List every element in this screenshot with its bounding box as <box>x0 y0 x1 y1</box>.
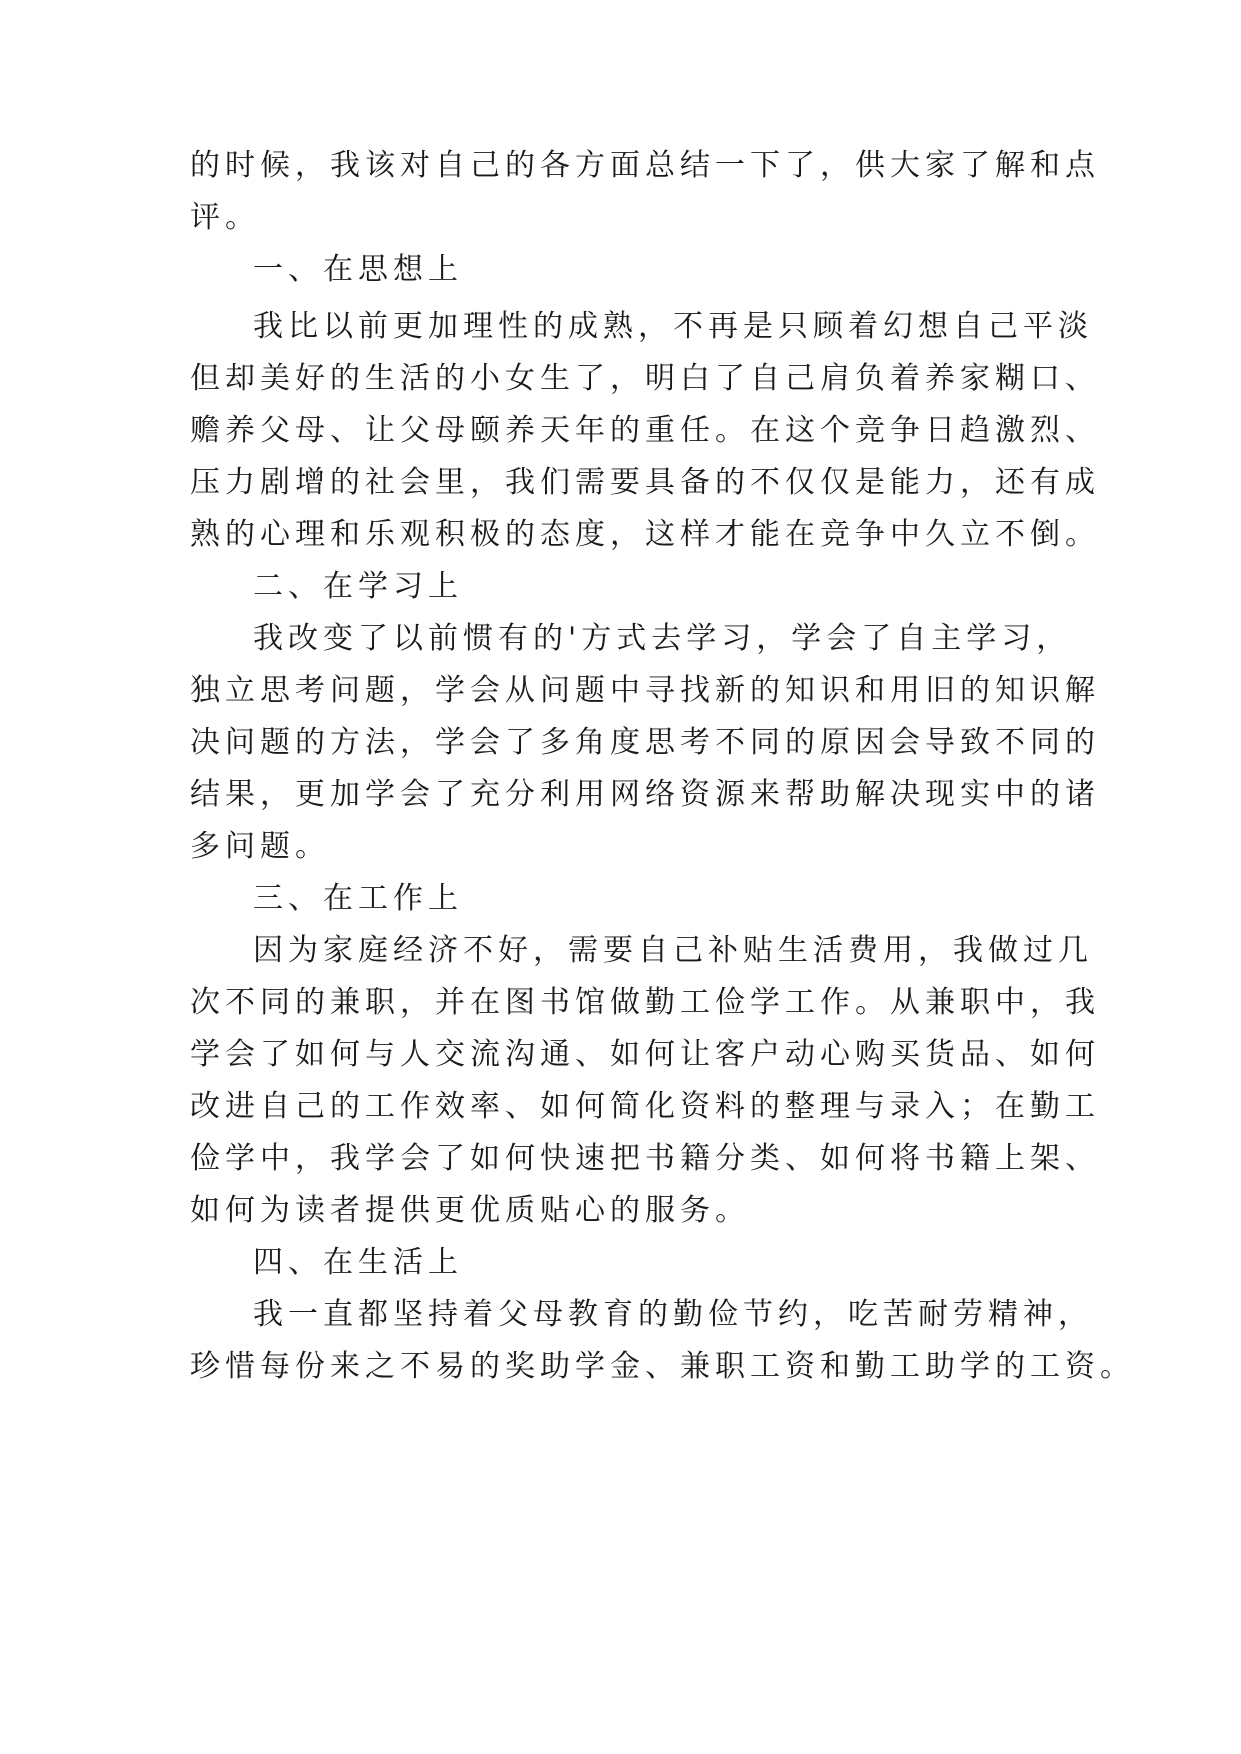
paragraph-first-line: 因为家庭经济不好，需要自己补贴生活费用，我做过几 <box>253 933 1093 968</box>
body-text-line: 改进自己的工作效率、如何简化资料的整理与录入；在勤工 <box>190 1089 1100 1124</box>
body-text-line: 多问题。 <box>190 829 330 864</box>
body-text-line: 的时候，我该对自己的各方面总结一下了，供大家了解和点 <box>190 148 1100 183</box>
body-text-line: 学会了如何与人交流沟通、如何让客户动心购买货品、如何 <box>190 1037 1100 1072</box>
body-text-line: 结果，更加学会了充分利用网络资源来帮助解决现实中的诸 <box>190 777 1100 812</box>
section-heading-life: 四、在生活上 <box>253 1245 463 1280</box>
section-heading-study: 二、在学习上 <box>253 569 463 604</box>
body-text-line: 但却美好的生活的小女生了，明白了自己肩负着养家糊口、 <box>190 361 1100 396</box>
body-text-line: 熟的心理和乐观积极的态度，这样才能在竞争中久立不倒。 <box>190 517 1100 552</box>
body-text-line: 如何为读者提供更优质贴心的服务。 <box>190 1193 750 1228</box>
body-text-line: 独立思考问题，学会从问题中寻找新的知识和用旧的知识解 <box>190 673 1100 708</box>
paragraph-first-line: 我比以前更加理性的成熟，不再是只顾着幻想自己平淡 <box>253 309 1093 344</box>
body-text-line: 评。 <box>190 200 260 235</box>
body-text-line: 压力剧增的社会里，我们需要具备的不仅仅是能力，还有成 <box>190 465 1100 500</box>
section-heading-thought: 一、在思想上 <box>253 252 463 287</box>
paragraph-first-line: 我改变了以前惯有的'方式去学习，学会了自主学习， <box>253 621 1072 656</box>
section-heading-work: 三、在工作上 <box>253 881 463 916</box>
paragraph-first-line: 我一直都坚持着父母教育的勤俭节约，吃苦耐劳精神， <box>253 1297 1093 1332</box>
body-text-line: 决问题的方法，学会了多角度思考不同的原因会导致不同的 <box>190 725 1100 760</box>
body-text-line: 珍惜每份来之不易的奖助学金、兼职工资和勤工助学的工资。 <box>190 1349 1135 1384</box>
body-text-line: 俭学中，我学会了如何快速把书籍分类、如何将书籍上架、 <box>190 1141 1100 1176</box>
body-text-line: 次不同的兼职，并在图书馆做勤工俭学工作。从兼职中，我 <box>190 985 1100 1020</box>
body-text-line: 赡养父母、让父母颐养天年的重任。在这个竞争日趋激烈、 <box>190 413 1100 448</box>
